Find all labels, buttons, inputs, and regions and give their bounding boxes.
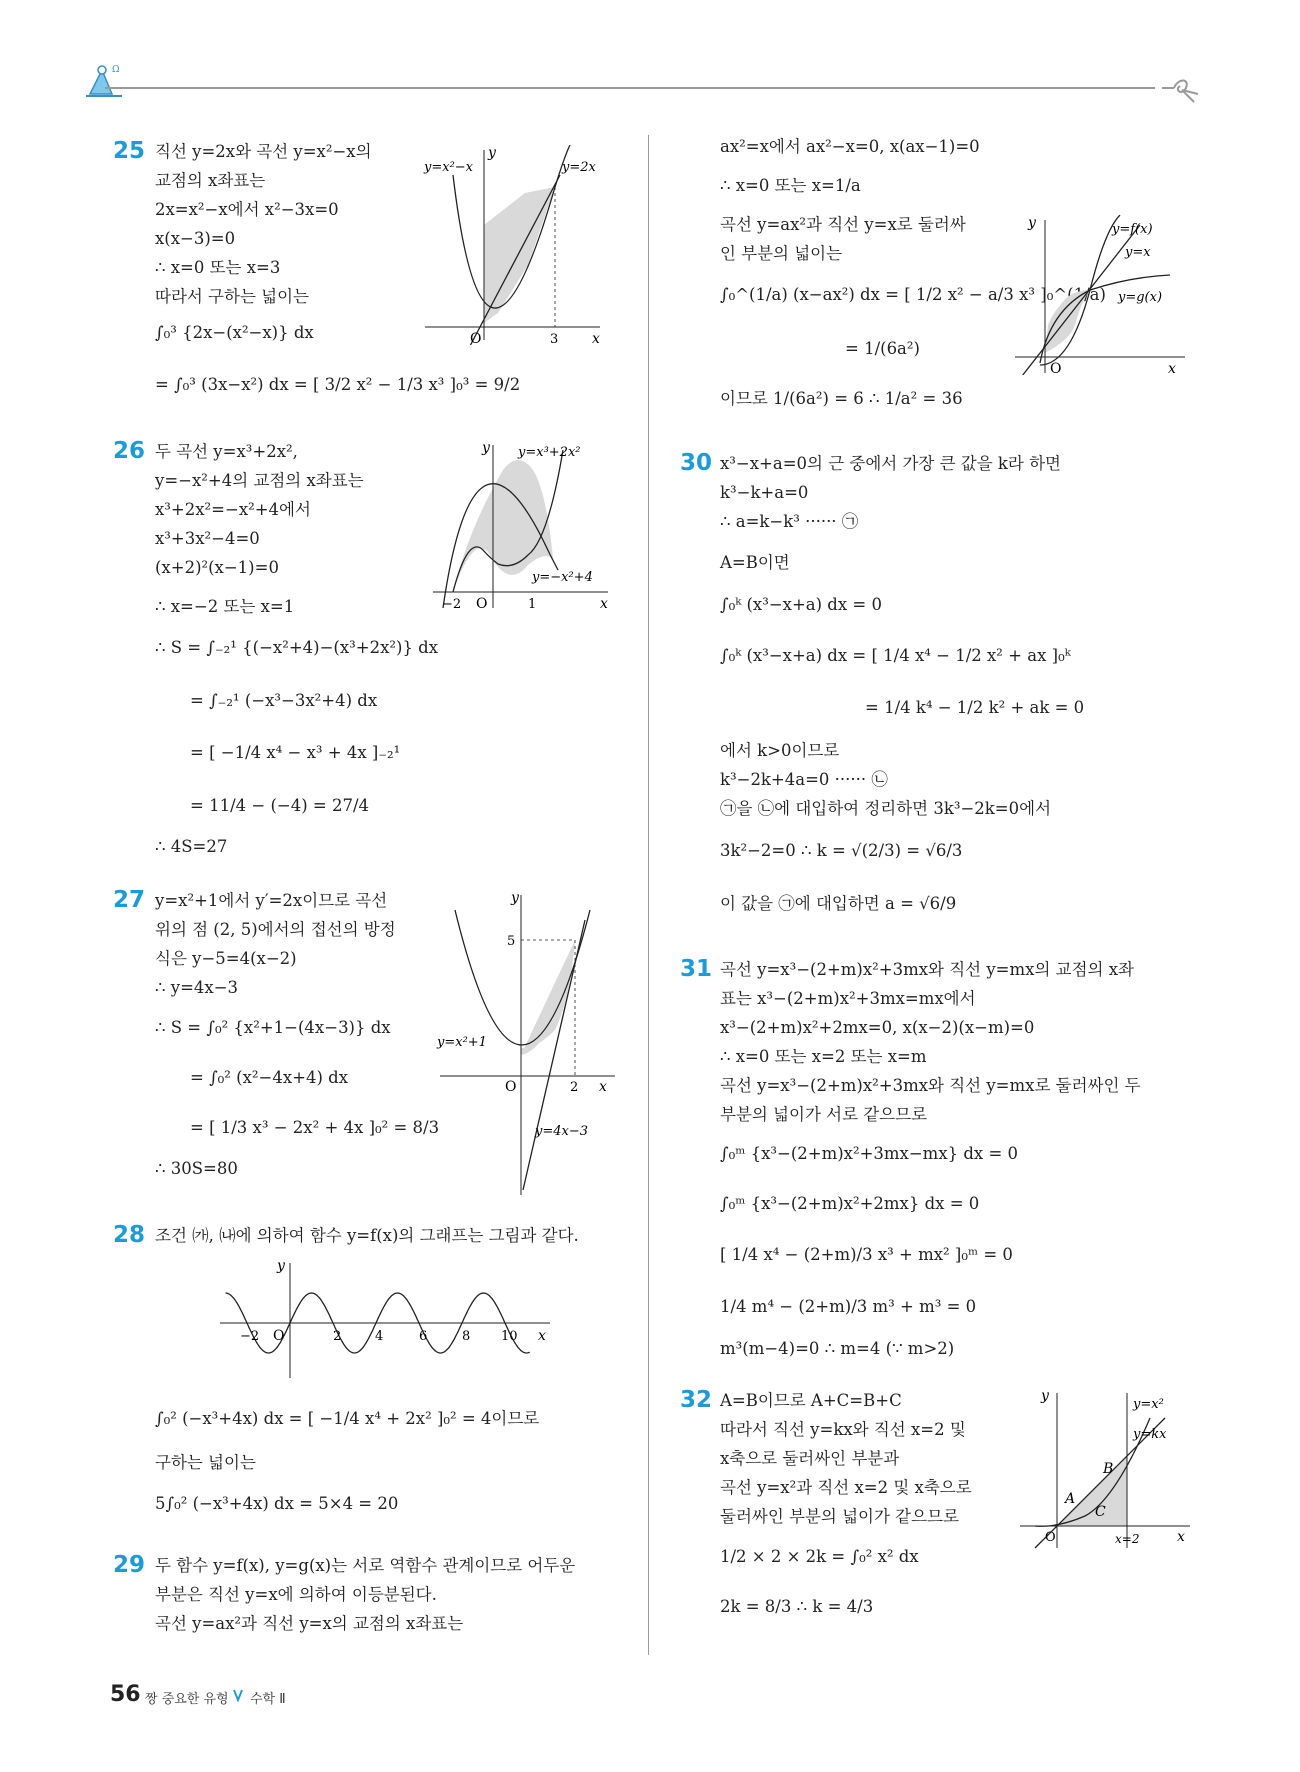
solution-line: A=B이므로 A+C=B+C: [720, 1391, 902, 1410]
problem-number: 27: [113, 887, 146, 913]
solution-line: 표는 x³−(2+m)x²+3mx=mx에서: [720, 989, 976, 1008]
solution-line: x³−x+a=0의 근 중에서 가장 큰 값을 k라 하면: [720, 454, 1061, 473]
axis-label: x: [600, 596, 608, 612]
tick-label: −2: [240, 1329, 260, 1344]
solution-line: m³(m−4)=0 ∴ m=4 (∵ m>2): [720, 1339, 955, 1358]
solution-line: k³−2k+4a=0 ······ ㉡: [720, 770, 888, 789]
solution-line: A=B이면: [720, 553, 790, 572]
graph-28: [215, 1258, 555, 1383]
problem-number: 29: [113, 1552, 146, 1578]
solution-line: [ 1/4 x⁴ − (2+m)/3 x³ + mx² ]₀ᵐ = 0: [720, 1245, 1013, 1264]
solution-line: 곡선 y=x³−(2+m)x²+3mx와 직선 y=mx로 둘러싸인 두: [720, 1076, 1141, 1095]
solution-line: ∫₀ᵏ (x³−x+a) dx = 0: [720, 595, 882, 614]
solution-line: x³+3x²−4=0: [155, 529, 260, 548]
graph-26: [428, 440, 618, 615]
solution-line: 1/2 × 2 × 2k = ∫₀² x² dx: [720, 1547, 919, 1566]
solution-line: ∴ x=0 또는 x=3: [155, 258, 281, 277]
curve-label: y=x²+1: [437, 1035, 487, 1050]
ribbon-icon: [1160, 76, 1204, 106]
logo-icon: [82, 60, 130, 100]
tick-label: 10: [501, 1329, 518, 1344]
solution-line: = 11/4 − (−4) = 27/4: [190, 796, 370, 815]
solution-line: 곡선 y=ax²과 직선 y=x의 교점의 x좌표는: [155, 1614, 464, 1633]
solution-line: y=−x²+4의 교점의 x좌표는: [155, 471, 364, 490]
axis-label: y: [1028, 215, 1036, 231]
solution-line: ∴ x=−2 또는 x=1: [155, 597, 295, 616]
problem-number: 28: [113, 1222, 146, 1248]
solution-line: ∫₀ᵐ {x³−(2+m)x²+2mx} dx = 0: [720, 1194, 980, 1213]
solution-line: = 1/4 k⁴ − 1/2 k² + ak = 0: [865, 698, 1085, 717]
solution-line: ∴ a=k−k³ ······ ㉠: [720, 512, 859, 531]
curve2-label: y=−x²+4: [532, 570, 593, 585]
solution-line: 곡선 y=ax²과 직선 y=x로 둘러싸: [720, 215, 966, 234]
solution-line: = ∫₀³ (3x−x²) dx = [ 3/2 x² − 1/3 x³ ]₀³ = 9/2: [155, 375, 521, 394]
graph-25: [420, 145, 610, 345]
solution-line: 곡선 y=x³−(2+m)x²+3mx와 직선 y=mx의 교점의 x좌: [720, 960, 1134, 979]
column-divider: [648, 135, 649, 1655]
axis-label: y: [511, 890, 519, 906]
solution-line: 부분의 넓이가 서로 같으므로: [720, 1105, 928, 1124]
axis-label: x: [592, 331, 600, 345]
tick-label: 2: [333, 1329, 342, 1344]
origin-label: O: [505, 1079, 517, 1095]
solution-line: 구하는 넓이는: [155, 1453, 256, 1472]
origin-label: O: [1050, 361, 1062, 375]
curve-label: y=x²−x: [424, 160, 474, 175]
region-label-b: B: [1103, 1461, 1114, 1477]
graph-32: [1015, 1388, 1195, 1558]
solution-line: x³−(2+m)x²+2mx=0, x(x−2)(x−m)=0: [720, 1018, 1035, 1037]
tick-label: 3: [550, 332, 559, 345]
graph-29: [1010, 215, 1190, 375]
axis-label: y: [1041, 1388, 1049, 1404]
line-label: y=x: [1125, 245, 1151, 260]
axis-label: x: [538, 1328, 546, 1344]
axis-label: x: [599, 1079, 607, 1095]
solution-line: ∫₀ᵐ {x³−(2+m)x²+3mx−mx} dx = 0: [720, 1144, 1019, 1163]
problem-number: 32: [680, 1387, 713, 1413]
solution-line: 1/4 m⁴ − (2+m)/3 m³ + m³ = 0: [720, 1297, 977, 1316]
solution-line: 5∫₀² (−x³+4x) dx = 5×4 = 20: [155, 1494, 399, 1513]
solution-line: y=x²+1에서 y′=2x이므로 곡선: [155, 891, 388, 910]
line-label: y=kx: [1133, 1427, 1167, 1442]
problem-number: 25: [113, 138, 146, 164]
axis-label: y: [277, 1258, 285, 1274]
region-label-c: C: [1095, 1504, 1106, 1520]
solution-line: = [ 1/3 x³ − 2x² + 4x ]₀² = 8/3: [190, 1118, 440, 1137]
solution-line: ax²=x에서 ax²−x=0, x(ax−1)=0: [720, 137, 980, 156]
arrow-mark-icon: [232, 1688, 244, 1702]
origin-label: O: [476, 596, 488, 612]
problem-number: 31: [680, 956, 713, 982]
solution-line: 두 함수 y=f(x), y=g(x)는 서로 역함수 관계이므로 어두운: [155, 1556, 576, 1575]
solution-line: ∴ 30S=80: [155, 1159, 238, 1178]
solution-line: 3k²−2=0 ∴ k = √(2/3) = √6/3: [720, 841, 963, 860]
solution-line: ∴ y=4x−3: [155, 978, 239, 997]
solution-line: ∫₀³ {2x−(x²−x)} dx: [155, 323, 314, 342]
tick-label: 6: [419, 1329, 428, 1344]
solution-line: ∫₀² (−x³+4x) dx = [ −1/4 x⁴ + 2x² ]₀² = 4이므로: [155, 1409, 540, 1428]
solution-line: ㉠을 ㉡에 대입하여 정리하면 3k³−2k=0에서: [720, 799, 1052, 818]
solution-line: 식은 y−5=4(x−2): [155, 949, 297, 968]
solution-line: x축으로 둘러싸인 부분과: [720, 1449, 900, 1468]
line-label: y=2x: [562, 160, 596, 175]
graph-27: [435, 890, 620, 1205]
header-rule: [105, 87, 1155, 89]
tick-label: 2: [570, 1080, 579, 1095]
axis-label: x: [1168, 361, 1176, 375]
solution-line: = ∫₀² (x²−4x+4) dx: [190, 1068, 348, 1087]
line-label: y=4x−3: [535, 1124, 589, 1139]
page-number: 56: [110, 1682, 141, 1707]
tick-label: 4: [375, 1329, 384, 1344]
svg-text:Ω: Ω: [112, 65, 120, 75]
solution-line: 곡선 y=x²과 직선 x=2 및 x축으로: [720, 1478, 972, 1497]
axis-label: y: [482, 440, 490, 456]
subject-label: 수학 Ⅱ: [250, 1692, 286, 1707]
solution-line: 인 부분의 넓이는: [720, 244, 843, 263]
axis-label: x: [1177, 1529, 1185, 1545]
tick-label: −2: [442, 597, 462, 612]
origin-label: O: [1045, 1530, 1056, 1545]
solution-line: 에서 k>0이므로: [720, 741, 840, 760]
solution-line: = ∫₋₂¹ (−x³−3x²+4) dx: [190, 691, 378, 710]
solution-line: k³−k+a=0: [720, 483, 809, 502]
solution-line: ∴ S = ∫₋₂¹ {(−x²+4)−(x³+2x²)} dx: [155, 638, 439, 657]
solution-line: 위의 점 (2, 5)에서의 접선의 방정: [155, 920, 396, 939]
tick-label: 5: [507, 934, 516, 949]
f-label: y=f(x): [1112, 222, 1153, 237]
g-label: y=g(x): [1118, 290, 1163, 305]
solution-line: (x+2)²(x−1)=0: [155, 558, 279, 577]
solution-line: ∴ 4S=27: [155, 837, 228, 856]
solution-line: 두 곡선 y=x³+2x²,: [155, 442, 298, 461]
problem-number: 30: [680, 450, 713, 476]
solution-line: 직선 y=2x와 곡선 y=x²−x의: [155, 142, 372, 161]
solution-line: 2k = 8/3 ∴ k = 4/3: [720, 1597, 874, 1616]
solution-line: ∫₀ᵏ (x³−x+a) dx = [ 1/4 x⁴ − 1/2 x² + ax ]₀ᵏ: [720, 646, 1071, 665]
problem-number: 26: [113, 438, 146, 464]
curve-label: y=x²: [1133, 1397, 1164, 1412]
tick-label: 1: [528, 597, 537, 612]
solution-line: ∴ x=0 또는 x=1/a: [720, 176, 861, 195]
solution-line: 이므로 1/(6a²) = 6 ∴ 1/a² = 36: [720, 389, 963, 408]
solution-line: ∫₀^(1/a) (x−ax²) dx = [ 1/2 x² − a/3 x³ ]₀^(1/a): [720, 285, 1106, 304]
origin-label: O: [273, 1328, 285, 1344]
solution-line: x³+2x²=−x²+4에서: [155, 500, 311, 519]
solution-line: 2x=x²−x에서 x²−3x=0: [155, 200, 339, 219]
solution-line: 따라서 구하는 넓이는: [155, 287, 309, 306]
solution-line: = 1/(6a²): [845, 339, 920, 358]
solution-line: 교점의 x좌표는: [155, 171, 266, 190]
tick-label: x=2: [1115, 1532, 1140, 1546]
solution-line: 둘러싸인 부분의 넓이가 같으므로: [720, 1507, 959, 1526]
curve1-label: y=x³+2x²: [518, 445, 581, 460]
solution-line: 부분은 직선 y=x에 의하여 이등분된다.: [155, 1585, 437, 1604]
tick-label: 8: [462, 1329, 471, 1344]
solution-line: ∴ S = ∫₀² {x²+1−(4x−3)} dx: [155, 1018, 391, 1037]
solution-line: = [ −1/4 x⁴ − x³ + 4x ]₋₂¹: [190, 743, 401, 762]
solution-line: x(x−3)=0: [155, 229, 236, 248]
solution-line: 이 값을 ㉠에 대입하면 a = √6/9: [720, 894, 957, 913]
solution-line: ∴ x=0 또는 x=2 또는 x=m: [720, 1047, 927, 1066]
solution-line: 따라서 직선 y=kx와 직선 x=2 및: [720, 1420, 966, 1439]
book-title: 짱 중요한 유형: [145, 1692, 229, 1707]
origin-label: O: [470, 331, 482, 345]
axis-label: y: [488, 145, 496, 161]
region-label-a: A: [1065, 1491, 1076, 1507]
solution-line: 조건 ㈎, ㈏에 의하여 함수 y=f(x)의 그래프는 그림과 같다.: [155, 1226, 579, 1245]
